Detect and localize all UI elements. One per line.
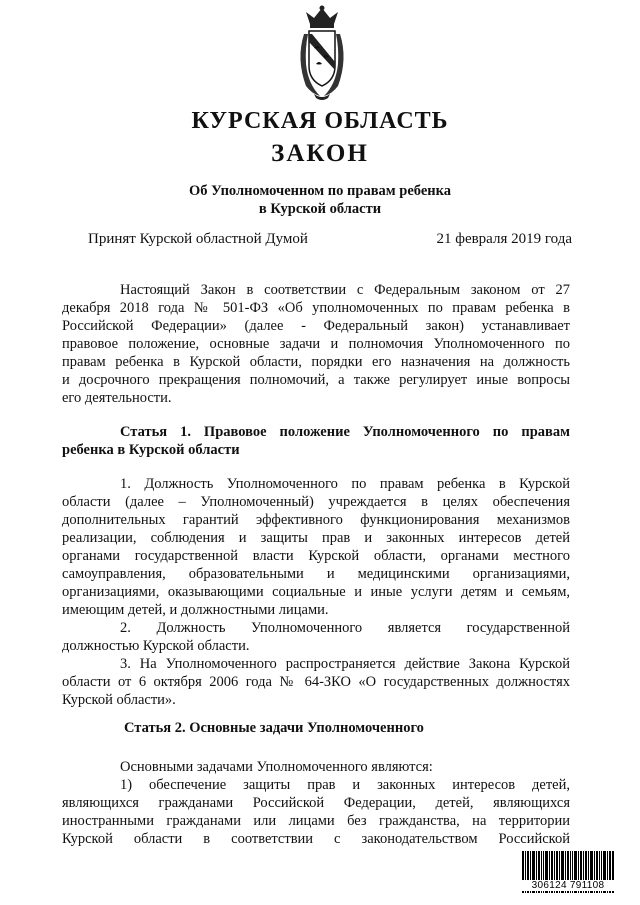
subtitle-line: в Курской области [258, 201, 382, 217]
text-line: дополнительных гарантий эффективного функционирования механизмов [62, 512, 570, 528]
text-line: Курской области в соответствии с законодательством Российской [62, 831, 570, 847]
text-line: правам ребенка в Курской области, порядки его назначения на должность [62, 354, 570, 370]
text-line: правовое положение, основные задачи и полномочия Уполномоченного по [62, 336, 570, 352]
heading-line: ребенка в Курской области [62, 442, 240, 458]
article-1-heading [62, 423, 570, 459]
region-title: КУРСКАЯ ОБЛАСТЬ [191, 108, 449, 134]
text-line: 1) обеспечение защиты прав и законных интересов детей, [120, 777, 570, 793]
text-line: декабря 2018 года № 501-ФЗ «Об уполномоченных по правам ребенка в [62, 300, 570, 316]
text-line: являющихся гражданами Российской Федерации, детей, являющихся [62, 795, 570, 811]
heading-line: Статья 1. Правовое положение Уполномоченного по правам [120, 424, 570, 440]
adoption-date: 21 февраля 2019 года [436, 231, 572, 247]
text-line: 2. Должность Уполномоченного является государственной [120, 620, 570, 636]
text-line: реализации, соблюдения и защиты прав и законных интересов детей [62, 530, 570, 546]
article-2-heading: Статья 2. Основные задачи Уполномоченного [124, 720, 424, 736]
text-line: самоуправления, образовательными и медицинскими организациями, [62, 566, 570, 582]
text-line: области (далее – Уполномоченный) учреждается в целях обеспечения [62, 494, 570, 510]
text-line: Настоящий Закон в соответствии с Федеральным законом от 27 [120, 282, 570, 298]
law-subtitle [0, 182, 640, 218]
adopted-by: Принят Курской областной Думой [88, 231, 308, 247]
text-line: 3. На Уполномоченного распространяется действие Закона Курской [120, 656, 570, 672]
text-line: органами государственной власти Курской области, органами местного [62, 548, 570, 564]
subtitle-line: Об Уполномоченном по правам ребенка [188, 183, 452, 199]
document-type-title: ЗАКОН [271, 140, 369, 167]
coat-of-arms-icon [292, 4, 352, 102]
text-line: 1. Должность Уполномоченного по правам ребенка в Курской [120, 476, 570, 492]
text-line: Курской области». [62, 692, 176, 708]
text-line: иностранными гражданами или лицами без гражданства, на территории [62, 813, 570, 829]
text-line: его деятельности. [62, 390, 172, 406]
text-line: организациями, оказывающими социальные и иные услуги детям и семьям, [62, 584, 570, 600]
article-2-body [62, 758, 570, 848]
intro-paragraph [62, 281, 570, 407]
article-1-body [62, 475, 570, 709]
text-line: Российской Федерации» (далее - Федеральный закон) устанавливает [62, 318, 570, 334]
text-line: Основными задачами Уполномоченного являются: [120, 759, 433, 775]
text-line: и досрочного прекращения полномочий, а также регулирует иные вопросы [62, 372, 570, 388]
text-line: имеющим детей, и должностными лицами. [62, 602, 329, 618]
barcode-number: 306124 791108 [522, 880, 614, 891]
text-line: области от 6 октября 2006 года № 64-ЗКО «О государственных должностях [62, 674, 570, 690]
text-line: должностью Курской области. [62, 638, 250, 654]
